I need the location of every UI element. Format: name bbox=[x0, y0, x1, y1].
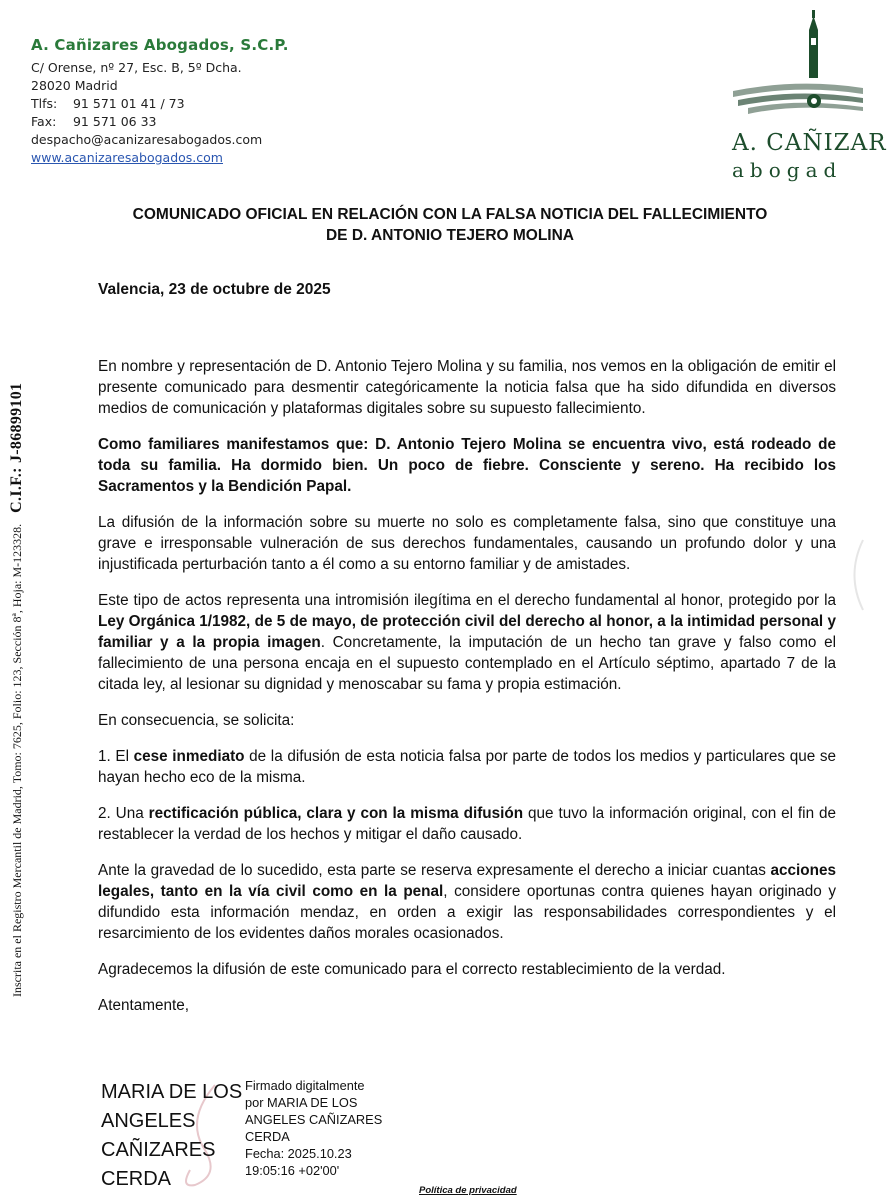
document-title bbox=[60, 204, 840, 246]
actions-text-c: , considere oportunas contra quienes hayan originado y difundido esta información mendaz, en orden a exigir las responsabilidades correspondientes y el resarcimiento de los evidentes daños morales ocasionados. bbox=[98, 883, 836, 942]
item1-prefix: 1. El bbox=[98, 748, 134, 765]
paragraph-intro: En nombre y representación de D. Antonio Tejero Molina y su familia, nos vemos en la obligación de emitir el presente comunicado para desmentir categóricamente la noticia falsa que ha sido difundida en diversos medios de comunicación y plataformas digitales sobre su supuesto fallecimiento. bbox=[98, 358, 836, 417]
privacy-policy-link[interactable]: Política de privacidad bbox=[419, 1185, 517, 1196]
document-date: Valencia, 23 de octubre de 2025 bbox=[98, 281, 331, 298]
signer-name-line: ANGELES bbox=[101, 1110, 196, 1132]
firm-phone bbox=[31, 95, 289, 113]
signature-detail-line: ANGELES CAÑIZARES bbox=[245, 1112, 383, 1127]
signature-detail-line: Firmado digitalmente bbox=[245, 1078, 365, 1093]
phone-value: 91 571 01 41 / 73 bbox=[72, 96, 185, 111]
actions-bold: acciones legales, tanto en la vía civil como en la penal bbox=[98, 862, 836, 900]
digital-signature-details[interactable] bbox=[245, 1077, 382, 1179]
paragraph-legal-actions bbox=[98, 860, 836, 944]
logo-subtitle: abogad bbox=[732, 158, 843, 182]
signature-detail-line: CERDA bbox=[245, 1129, 290, 1144]
item1-rest: de la difusión de esta noticia falsa por parte de todos los medios y particulares que se hayan hecho eco de la misma. bbox=[98, 748, 836, 786]
paragraph-thanks: Agradecemos la difusión de este comunicado para el correcto restablecimiento de la verdad. bbox=[98, 961, 726, 978]
paragraph-legal-basis bbox=[98, 590, 836, 695]
firm-address: C/ Orense, nº 27, Esc. B, 5º Dcha. bbox=[31, 60, 242, 75]
firm-name: A. Cañizares Abogados, S.C.P. bbox=[31, 36, 289, 54]
legal-text-c: . Concretamente, la imputación de un hecho tan grave y falso como el fallecimiento de una persona encaja en el supuesto contemplado en el Artículo séptimo, apartado 7 de la citada ley, al lesionar su dignidad y menoscabar su fama y propia estimación. bbox=[98, 634, 836, 693]
actions-text-a: Ante la gravedad de lo sucedido, esta parte se reserva expresamente el derecho a iniciar cuantas bbox=[98, 862, 771, 879]
legal-text-a: Este tipo de actos representa una intromisión ilegítima en el derecho fundamental al honor, protegido por la bbox=[98, 592, 836, 609]
signer-name-line: CERDA bbox=[101, 1168, 172, 1190]
registry-side-text bbox=[8, 337, 26, 997]
title-line-2: DE D. ANTONIO TEJERO MOLINA bbox=[325, 227, 574, 244]
logo-name: A. CAÑIZAR bbox=[732, 130, 887, 156]
request-item-2 bbox=[98, 803, 836, 845]
tower-logo-icon bbox=[728, 8, 863, 128]
item2-rest: que tuvo la información original, con el fin de restablecer la verdad de los hechos y mitigar el daño causado. bbox=[98, 805, 837, 843]
request-item-1 bbox=[98, 746, 836, 788]
item2-bold: rectificación pública, clara y con la misma difusión bbox=[148, 805, 524, 822]
signature-detail-line: 19:05:16 +02'00' bbox=[245, 1163, 340, 1178]
firm-logo bbox=[728, 8, 887, 182]
firm-website-link[interactable]: www.acanizaresabogados.com bbox=[31, 150, 223, 165]
firm-city: 28020 Madrid bbox=[31, 78, 118, 93]
fax-value: 91 571 06 33 bbox=[72, 114, 157, 129]
document-body bbox=[98, 356, 836, 1031]
item1-bold: cese inmediato bbox=[133, 748, 245, 765]
signer-name bbox=[101, 1078, 242, 1194]
closing: Atentamente, bbox=[98, 997, 189, 1014]
signer-name-line: CAÑIZARES bbox=[101, 1139, 216, 1161]
title-line-1: COMUNICADO OFICIAL EN RELACIÓN CON LA FALSA NOTICIA DEL FALLECIMIENTO bbox=[132, 206, 768, 223]
cif-number: C.I.F.: J-86899101 bbox=[8, 382, 25, 513]
law-reference: Ley Orgánica 1/1982, de 5 de mayo, de protección civil del derecho al honor, a la intimidad personal y familiar y a la propia imagen bbox=[98, 613, 836, 651]
signature-detail-line: por MARIA DE LOS bbox=[245, 1095, 358, 1110]
registry-text: Inscrita en el Registro Mercantil de Madrid, Tomo: 7625, Folio: 123, Sección 8ª, Hoja: M-123328. bbox=[10, 523, 24, 997]
signature-detail-line: Fecha: 2025.10.23 bbox=[245, 1146, 352, 1161]
phone-label: Tlfs: bbox=[31, 96, 58, 111]
firm-fax bbox=[31, 113, 289, 131]
firm-email: despacho@acanizaresabogados.com bbox=[31, 132, 263, 147]
paragraph-request-intro: En consecuencia, se solicita: bbox=[98, 712, 295, 729]
paragraph-falsehood: La difusión de la información sobre su muerte no solo es completamente falsa, sino que constituye una grave e irresponsable vulneración de sus derechos fundamentales, causando un profundo dolor y una injustificada perturbación tanto a él como a su entorno familiar y de amistades. bbox=[98, 514, 836, 573]
page-fold-mark-icon bbox=[846, 540, 863, 610]
fax-label: Fax: bbox=[31, 114, 57, 129]
firm-letterhead bbox=[31, 36, 289, 167]
signer-name-line: MARIA DE LOS bbox=[101, 1081, 243, 1103]
item2-prefix: 2. Una bbox=[98, 805, 149, 822]
paragraph-family-statement: Como familiares manifestamos que: D. Antonio Tejero Molina se encuentra vivo, está rodeado de toda su familia. Ha dormido bien. Un poco de fiebre. Consciente y sereno. Ha recibido los Sacramentos y la Bendición Papal. bbox=[98, 436, 836, 495]
